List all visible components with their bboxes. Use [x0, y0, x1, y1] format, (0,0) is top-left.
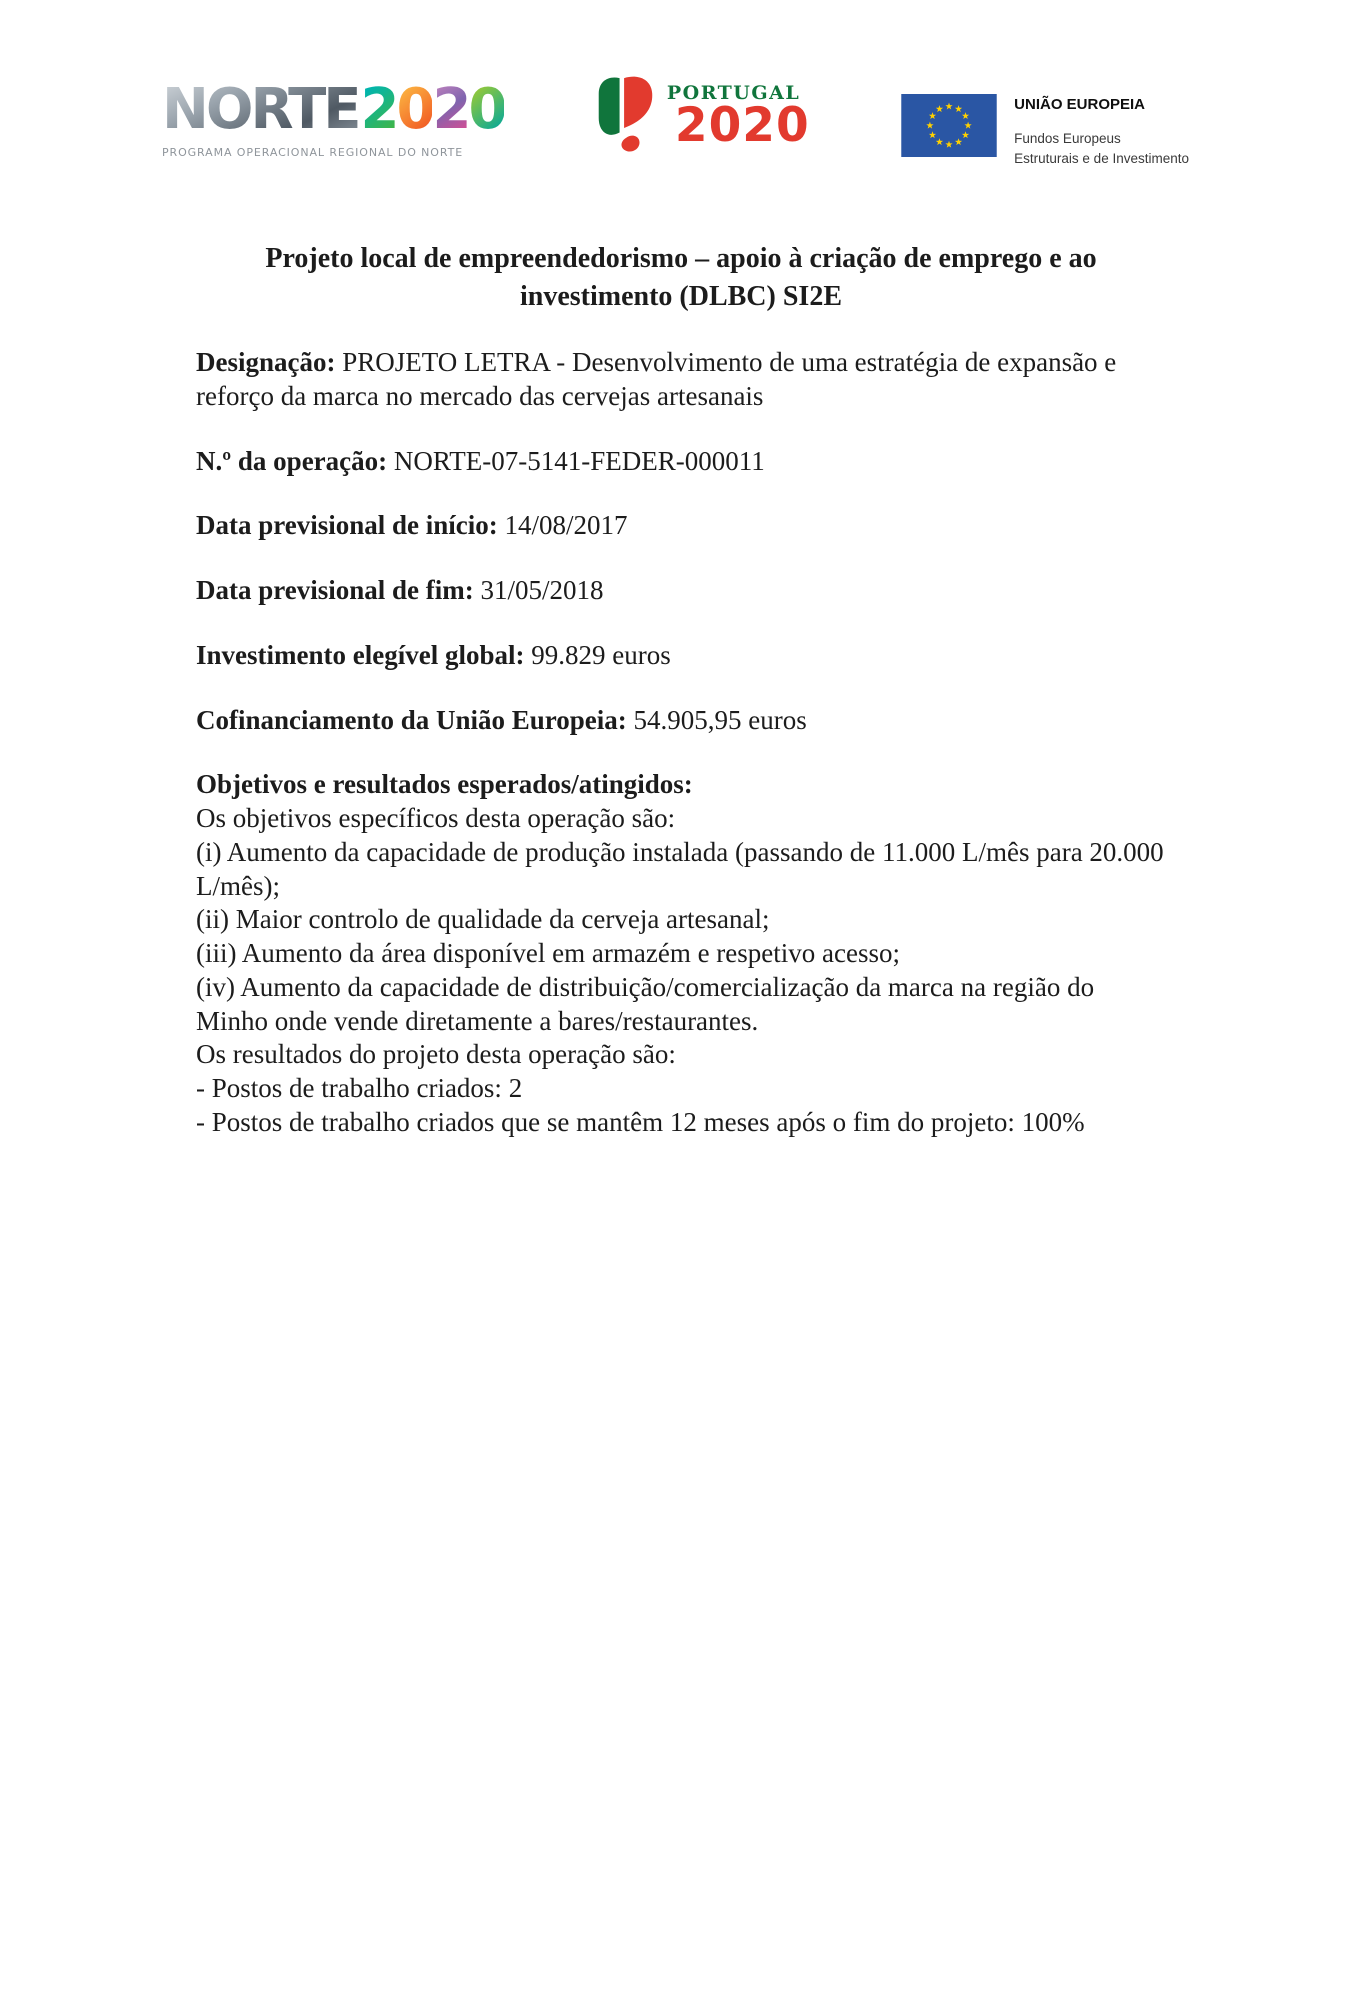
field-data-fim — [196, 574, 1166, 608]
document-title-line-2: investimento (DLBC) SI2E — [519, 280, 842, 312]
objective-iii: (iii) Aumento da área disponível em armazém e respetivo acesso; — [196, 938, 900, 969]
portugal2020-text — [667, 76, 810, 165]
field-data-fim-label: Data previsional de fim: — [196, 575, 474, 606]
document-body — [196, 240, 1166, 1140]
field-cofinanciamento-value: 54.905,95 euros — [626, 704, 807, 735]
norte2020-subtitle: PROGRAMA OPERACIONAL REGIONAL DO NORTE — [162, 146, 464, 159]
objective-i: (i) Aumento da capacidade de produção instalada (passando de 11.000 L/mês para 20.000 L/mês); — [196, 836, 1164, 901]
field-numero-operacao-label: N.º da operação: — [196, 445, 388, 476]
field-numero-operacao — [196, 445, 1166, 479]
portugal2020-logo — [596, 76, 810, 165]
eu-funds-line-2: Estruturais e de Investimento — [1014, 150, 1189, 166]
objectives-section — [196, 768, 1166, 1139]
eu-title: UNIÃO EUROPEIA — [1014, 96, 1146, 113]
norte-year-digit-4: 0 — [468, 77, 505, 142]
field-numero-operacao-value: NORTE-07-5141-FEDER-000011 — [387, 445, 765, 476]
eu-funds-line-1: Fundos Europeus — [1014, 131, 1121, 146]
norte2020-wordmark — [162, 77, 505, 142]
eu-logo — [901, 94, 1189, 168]
field-investimento — [196, 639, 1166, 673]
results-intro: Os resultados do projeto desta operação são: — [196, 1039, 676, 1070]
field-cofinanciamento-label: Cofinanciamento da União Europeia: — [196, 704, 627, 735]
field-cofinanciamento — [196, 704, 1166, 738]
portugal-flag-icon — [596, 76, 654, 165]
result-jobs-created: - Postos de trabalho criados: 2 — [196, 1073, 523, 1104]
field-designacao-value: PROJETO LETRA - Desenvolvimento de uma estratégia de expansão e reforço da marca no mercado das cervejas artesanais — [196, 347, 1117, 411]
objectives-heading: Objetivos e resultados esperados/atingidos: — [196, 769, 693, 800]
objective-ii: (ii) Maior controlo de qualidade da cerveja artesanal; — [196, 904, 770, 935]
field-data-fim-value: 31/05/2018 — [473, 575, 604, 606]
norte2020-logo — [162, 77, 505, 159]
logo-header — [162, 77, 1189, 168]
objective-iv: (iv) Aumento da capacidade de distribuição/comercialização da marca na região do Minho onde vende diretamente a bares/restaurantes. — [196, 971, 1095, 1036]
field-data-inicio — [196, 509, 1166, 543]
norte-year-digit-1: 2 — [360, 77, 397, 142]
field-data-inicio-label: Data previsional de início: — [196, 510, 498, 541]
eu-text-block — [1014, 94, 1189, 168]
eu-flag-icon — [901, 94, 997, 162]
norte-year-digit-3: 2 — [432, 77, 469, 142]
field-data-inicio-value: 14/08/2017 — [497, 510, 628, 541]
norte-year-digit-2: 0 — [396, 77, 433, 142]
document-title — [196, 240, 1166, 315]
objectives-intro: Os objetivos específicos desta operação são: — [196, 803, 676, 834]
field-investimento-label: Investimento elegível global: — [196, 639, 525, 670]
field-investimento-value: 99.829 euros — [524, 639, 671, 670]
result-jobs-maintained: - Postos de trabalho criados que se mantêm 12 meses após o fim do projeto: 100% — [196, 1106, 1085, 1137]
norte-brand-text: NORTE — [162, 77, 359, 142]
portugal-year: 2020 — [674, 98, 810, 153]
document-title-line-1: Projeto local de empreendedorismo – apoio à criação de emprego e ao — [265, 243, 1097, 275]
field-designacao-label: Designação: — [196, 347, 336, 378]
portugal-label: PORTUGAL — [666, 82, 801, 104]
document-page — [0, 77, 1357, 1140]
field-designacao — [196, 346, 1166, 414]
